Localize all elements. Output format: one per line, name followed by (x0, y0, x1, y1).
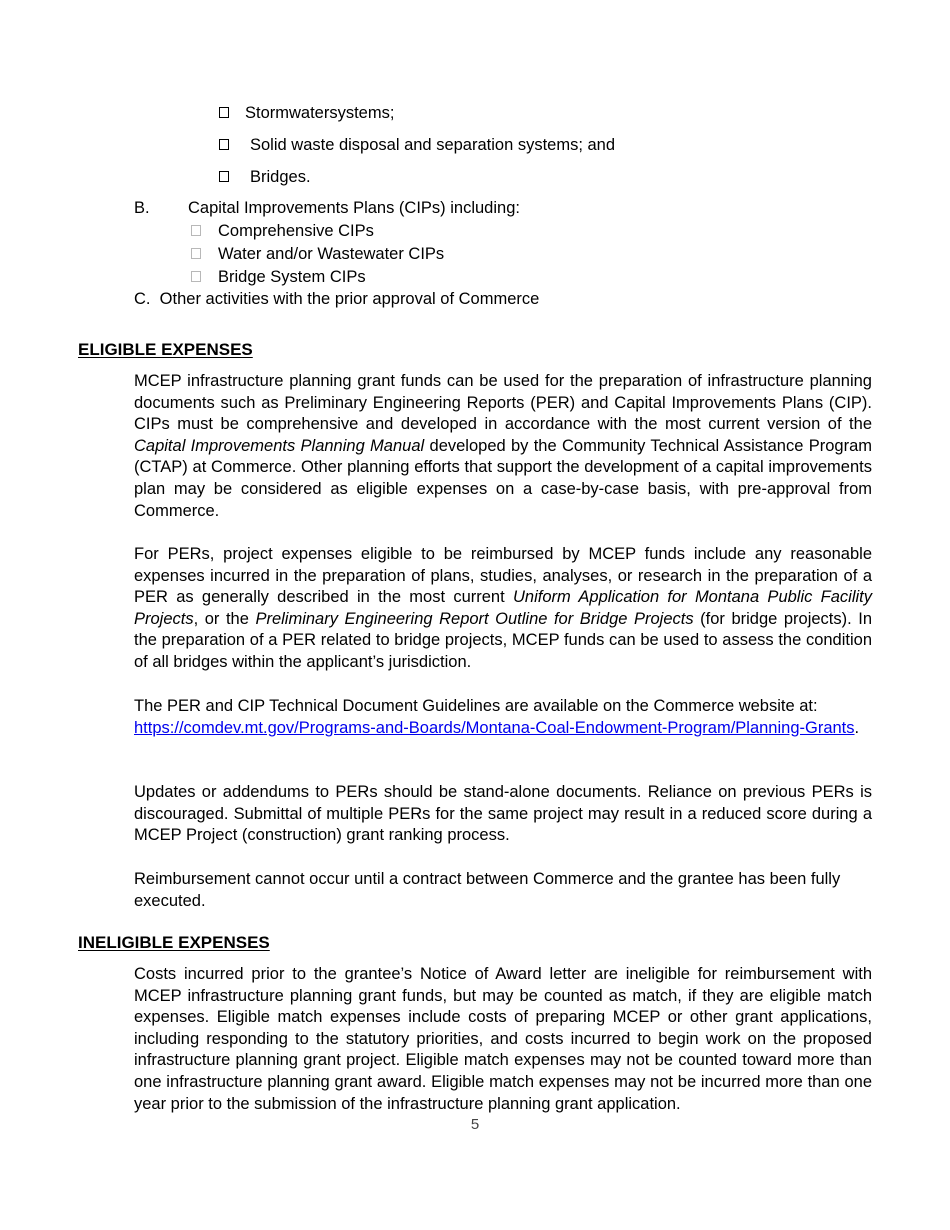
per-outline-title: Preliminary Engineering Report Outline for Bridge Projects (255, 609, 694, 628)
sub-item-bridge: Bridge System CIPs (218, 268, 366, 286)
ineligible-heading: INELIGIBLE EXPENSES (78, 933, 270, 952)
text-run: Reimbursement cannot occur until a contract between Commerce and the grantee has been fully executed. (134, 870, 841, 910)
uniform-application-title: Uniform Application for Montana Public Facility Projects (134, 588, 872, 628)
list-item-stormwater: Stormwatersystems; (245, 104, 395, 122)
text-run: . (854, 718, 860, 737)
eligible-paragraph-1 (134, 371, 872, 522)
eligible-paragraph-3 (134, 696, 872, 739)
item-b-label: B. (134, 199, 150, 217)
eligible-paragraph-4 (134, 782, 872, 847)
eligible-paragraph-5 (134, 869, 872, 912)
page-number: 5 (470, 1116, 480, 1133)
sub-item-water: Water and/or Wastewater CIPs (218, 245, 445, 263)
guidelines-link[interactable]: https://comdev.mt.gov/Programs-and-Boards/Montana-Coal-Endowment-Program/Planning-Grants (134, 718, 855, 737)
item-b-text: Capital Improvements Plans (CIPs) including: (188, 199, 520, 217)
text-run: developed by the Community Technical Assistance Program (CTAP) at Commerce. Other planning efforts that support the development of a capital improvements plan may be considered as eligible expenses on a case-by-case basis, with pre-approval from Commerce. (134, 436, 872, 520)
item-c-text: C. Other activities with the prior approval of Commerce (134, 290, 540, 308)
ineligible-paragraph-1 (134, 964, 872, 1115)
text-run: MCEP infrastructure planning grant funds can be used for the preparation of infrastructure planning documents such as Preliminary Engineering Reports (PER) and Capital Improvements Plans (CIP). CIPs must be comprehensive and developed in accordance with the most current version of the (134, 372, 872, 434)
checkbox-icon (219, 139, 229, 150)
text-run: The PER and CIP Technical Document Guidelines are available on the Commerce website at: (134, 697, 818, 715)
checkbox-icon (191, 248, 201, 259)
checkbox-icon (219, 107, 229, 118)
list-item-bridges: Bridges. (250, 168, 311, 186)
text-run: Costs incurred prior to the grantee’s Notice of Award letter are ineligible for reimbursement with MCEP infrastructure planning grant funds, but may be counted as match, if they are eligible match expenses. Eligible match expenses include costs of preparing MCEP or other grant applications, including responding to the statutory priorities, and costs incurred to begin work on the proposed infrastructure planning grant project. Eligible match expenses may not be counted toward more than one infrastructure planning grant award. Eligible match expenses may not be incurred more than one year prior to the submission of the infrastructure planning grant application. (134, 965, 872, 1113)
text-run: (for bridge projects). In the preparation of a PER related to bridge projects, MCEP funds can be used to assess the condition of all bridges within the applicant’s jurisdiction. (134, 609, 872, 671)
text-run: , or the (193, 609, 249, 628)
checkbox-icon (219, 171, 229, 182)
eligible-paragraph-2 (134, 544, 872, 674)
checkbox-icon (191, 271, 201, 282)
manual-title: Capital Improvements Planning Manual (134, 436, 425, 455)
eligible-heading: ELIGIBLE EXPENSES (78, 340, 253, 359)
text-run: For PERs, project expenses eligible to be reimbursed by MCEP funds include any reasonable expenses incurred in the preparation of plans, studies, analyses, or research in the preparation of a PER as generally described in the most current (134, 545, 872, 607)
checkbox-icon (191, 225, 201, 236)
list-item-solid-waste: Solid waste disposal and separation systems; and (250, 136, 616, 154)
sub-item-comprehensive: Comprehensive CIPs (218, 222, 374, 240)
text-run: Updates or addendums to PERs should be stand-alone documents. Reliance on previous PERs is discouraged. Submittal of multiple PERs for the same project may result in a reduced score during a MCEP Project (construction) grant ranking process. (134, 783, 872, 845)
